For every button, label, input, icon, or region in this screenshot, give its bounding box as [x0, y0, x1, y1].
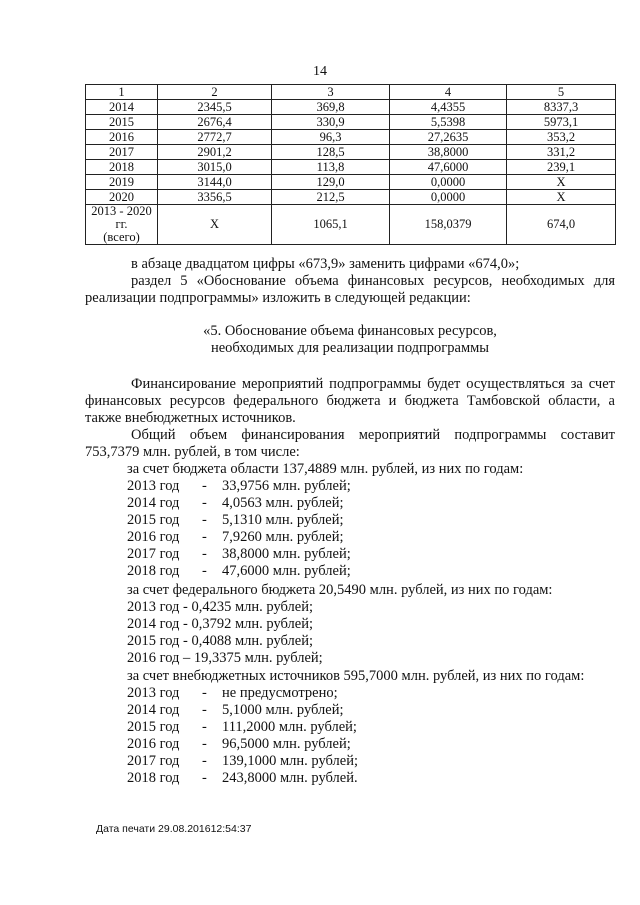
table-row — [86, 160, 616, 175]
list-item: 2018 год - 47,6000 млн. рублей; — [127, 563, 351, 579]
print-date-footer: Дата печати 29.08.201612:54:37 — [96, 823, 252, 835]
table-cell: 3144,0 — [158, 175, 272, 190]
table-cell: 2014 — [86, 100, 158, 115]
table-row — [86, 190, 616, 205]
table-header-cell: 5 — [507, 85, 616, 100]
table-cell: 2020 — [86, 190, 158, 205]
table-cell: 674,0 — [507, 205, 616, 245]
table-cell: 2016 — [86, 130, 158, 145]
table-cell: 2772,7 — [158, 130, 272, 145]
table-cell: 369,8 — [272, 100, 390, 115]
table-header-cell: 4 — [390, 85, 507, 100]
table-header-cell: 2 — [158, 85, 272, 100]
table-cell: 353,2 — [507, 130, 616, 145]
table-cell: 2901,2 — [158, 145, 272, 160]
table-cell: 27,2635 — [390, 130, 507, 145]
para-section: раздел 5 «Обоснование объема финансовых ресурсов, необходимых для реализации подпрограммы» изложить в следующей редакции: — [85, 273, 615, 306]
table-cell: 8337,3 — [507, 100, 616, 115]
table-cell: 47,6000 — [390, 160, 507, 175]
table-row — [86, 115, 616, 130]
table-cell: 5,5398 — [390, 115, 507, 130]
regional-intro: за счет бюджета области 137,4889 млн. рублей, из них по годам: — [127, 461, 524, 477]
list-item: 2013 год - не предусмотрено; — [127, 685, 338, 701]
list-item: 2013 год - 33,9756 млн. рублей; — [127, 478, 351, 494]
table-cell: 38,8000 — [390, 145, 507, 160]
table-cell: Х — [507, 190, 616, 205]
table-cell: 2015 — [86, 115, 158, 130]
list-item: 2016 год – 19,3375 млн. рублей; — [127, 650, 323, 666]
table-header-cell: 1 — [86, 85, 158, 100]
federal-intro: за счет федерального бюджета 20,5490 млн. рублей, из них по годам: — [127, 582, 553, 598]
table-cell: 128,5 — [272, 145, 390, 160]
offbudget-intro: за счет внебюджетных источников 595,7000 млн. рублей, из них по годам: — [127, 668, 585, 684]
table-cell: 113,8 — [272, 160, 390, 175]
table-cell: 2019 — [86, 175, 158, 190]
table-cell: 330,9 — [272, 115, 390, 130]
para-total: Общий объем финансирования мероприятий подпрограммы составит 753,7379 млн. рублей, в том числе: — [85, 427, 615, 460]
para-amend: в абзаце двадцатом цифры «673,9» заменить цифрами «674,0»; — [131, 256, 520, 272]
funding-table — [85, 84, 616, 245]
table-row — [86, 145, 616, 160]
table-cell: 4,4355 — [390, 100, 507, 115]
list-item: 2014 год - 5,1000 млн. рублей; — [127, 702, 344, 718]
list-item: 2015 год - 0,4088 млн. рублей; — [127, 633, 314, 649]
section-heading-line1: «5. Обоснование объема финансовых ресурсов, — [203, 323, 497, 339]
table-cell: 2345,5 — [158, 100, 272, 115]
para-funding: Финансирование мероприятий подпрограммы будет осуществляться за счет финансовых ресурсов федерального бюджета и бюджета Тамбовской области, а также внебюджетных источников. — [85, 376, 615, 426]
table-cell: 5973,1 — [507, 115, 616, 130]
table-header-cell: 3 — [272, 85, 390, 100]
table-cell: Х — [507, 175, 616, 190]
table-cell: 212,5 — [272, 190, 390, 205]
page-number: 14 — [313, 64, 327, 79]
table-cell: 96,3 — [272, 130, 390, 145]
list-item: 2016 год - 96,5000 млн. рублей; — [127, 736, 351, 752]
total-label-cell — [86, 205, 158, 245]
total-label-line1: 2013 - 2020 гг. — [91, 204, 152, 231]
table-cell: 331,2 — [507, 145, 616, 160]
total-label-line2: (всего) — [103, 230, 140, 244]
table-total-row — [86, 205, 616, 245]
table-cell: 3015,0 — [158, 160, 272, 175]
list-item: 2014 год - 0,3792 млн. рублей; — [127, 616, 314, 632]
table-cell: 2676,4 — [158, 115, 272, 130]
table-cell: 158,0379 — [390, 205, 507, 245]
list-item: 2015 год - 5,1310 млн. рублей; — [127, 512, 344, 528]
list-item: 2018 год - 243,8000 млн. рублей. — [127, 770, 358, 786]
table-cell: 239,1 — [507, 160, 616, 175]
table-cell: 0,0000 — [390, 175, 507, 190]
table-row — [86, 130, 616, 145]
table-cell: 3356,5 — [158, 190, 272, 205]
table-header-row — [86, 85, 616, 100]
list-item: 2013 год - 0,4235 млн. рублей; — [127, 599, 314, 615]
list-item: 2017 год - 139,1000 млн. рублей; — [127, 753, 359, 769]
table-cell: 2017 — [86, 145, 158, 160]
section-heading-line2: необходимых для реализации подпрограммы — [210, 340, 490, 356]
table-cell: 1065,1 — [272, 205, 390, 245]
list-item: 2016 год - 7,9260 млн. рублей; — [127, 529, 344, 545]
table-row — [86, 100, 616, 115]
table-cell: 129,0 — [272, 175, 390, 190]
table-row — [86, 175, 616, 190]
list-item: 2015 год - 111,2000 млн. рублей; — [127, 719, 357, 735]
list-item: 2017 год - 38,8000 млн. рублей; — [127, 546, 351, 562]
list-item: 2014 год - 4,0563 млн. рублей; — [127, 495, 344, 511]
table-cell: 2018 — [86, 160, 158, 175]
table-cell: 0,0000 — [390, 190, 507, 205]
table-cell: Х — [158, 205, 272, 245]
